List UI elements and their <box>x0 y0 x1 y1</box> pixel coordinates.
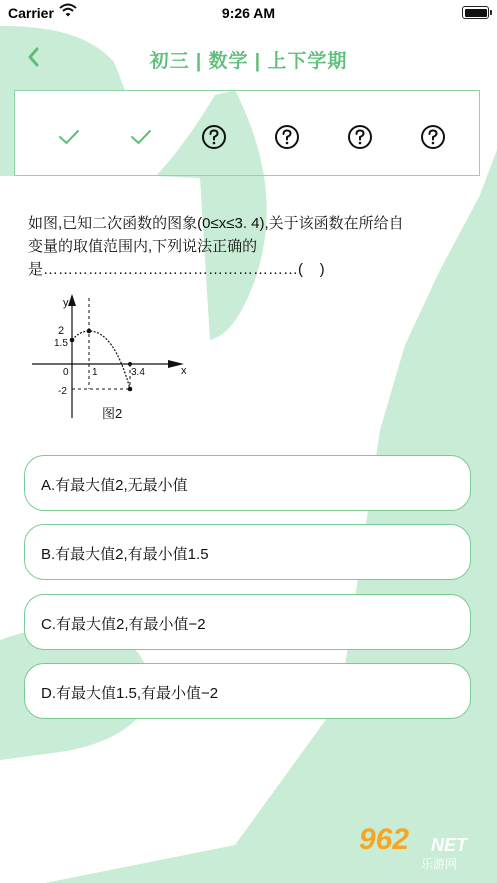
question-circle-icon[interactable] <box>347 124 373 150</box>
page-title: 初三 | 数学 | 上下学期 <box>149 51 348 72</box>
question-line: 是……………………………………………( ) <box>28 261 325 278</box>
check-icon[interactable] <box>56 124 82 150</box>
y-tick-label: 2 <box>58 325 65 337</box>
option-c[interactable] <box>24 594 471 650</box>
watermark-number: 962 <box>359 823 410 856</box>
y-tick-label: 1.5 <box>54 338 68 349</box>
question-figure <box>28 286 202 428</box>
option-a[interactable] <box>24 455 471 511</box>
question-progress-bar <box>14 90 480 176</box>
question-circle-icon[interactable] <box>274 124 300 150</box>
x-tick-label: 3.4 <box>131 367 145 378</box>
question-line: 如图,已知二次函数的图象(0≤x≤3. 4),关于该函数在所给自 <box>28 215 404 232</box>
option-label: B.有最大值2,有最小值1.5 <box>41 546 209 563</box>
check-icon[interactable] <box>128 124 154 150</box>
watermark-logo <box>345 823 485 873</box>
status-bar <box>0 0 497 26</box>
battery-icon <box>462 6 489 19</box>
question-line: 变量的取值范围内,下列说法正确的 <box>28 238 258 255</box>
navigation-bar <box>0 36 497 80</box>
question-circle-icon[interactable] <box>420 124 446 150</box>
question-text <box>28 212 473 281</box>
figure-caption: 图2 <box>102 406 123 421</box>
y-axis-label: y <box>63 297 69 309</box>
carrier-label: Carrier <box>8 5 54 21</box>
option-label: C.有最大值2,有最小值−2 <box>41 616 206 633</box>
x-axis-label: x <box>181 365 187 377</box>
origin-label: 0 <box>63 367 69 378</box>
x-tick-label: 1 <box>92 367 98 378</box>
y-tick-label: -2 <box>58 386 67 397</box>
option-d[interactable] <box>24 663 471 719</box>
watermark-site-name: 乐游网 <box>421 857 458 871</box>
watermark-net: NET <box>431 835 467 855</box>
question-circle-icon[interactable] <box>201 124 227 150</box>
option-label: A.有最大值2,无最小值 <box>41 477 188 494</box>
option-label: D.有最大值1.5,有最小值−2 <box>41 685 219 702</box>
status-time: 9:26 AM <box>221 5 276 21</box>
option-b[interactable] <box>24 524 471 580</box>
